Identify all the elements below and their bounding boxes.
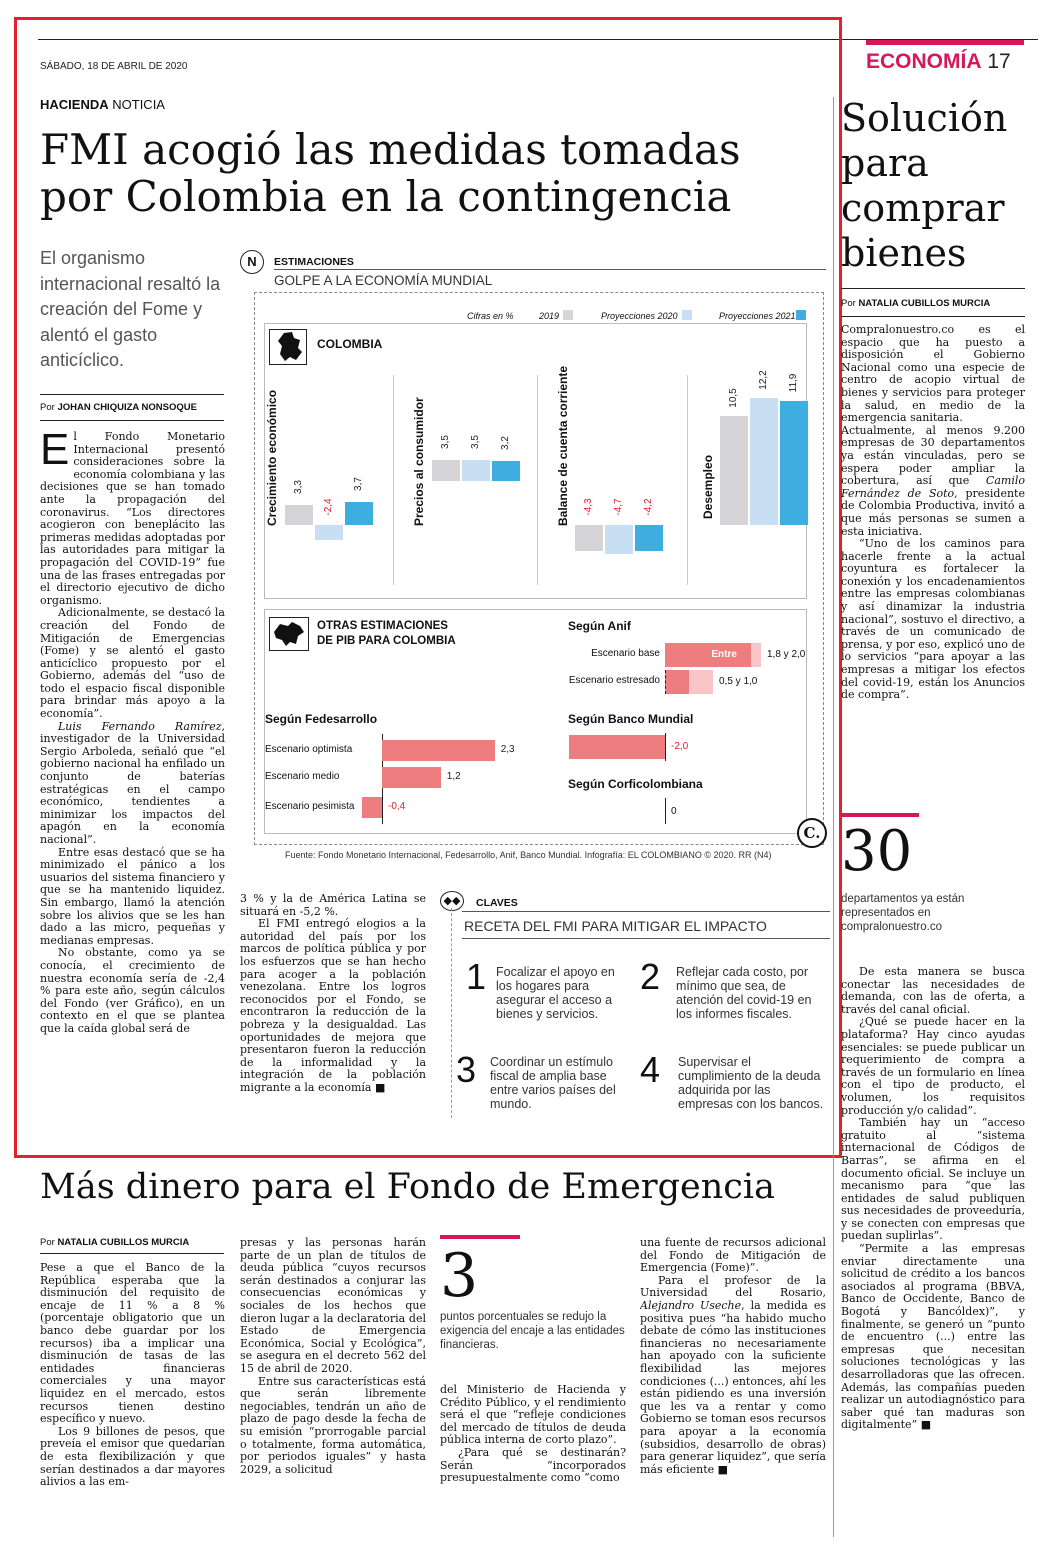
bottom-column-1 — [40, 1262, 225, 1537]
bar-value-label: -2,4 — [323, 498, 334, 516]
bar-value-label: 3,2 — [500, 436, 511, 451]
section-header — [866, 50, 1011, 74]
section-name: ECONOMÍA — [866, 50, 982, 73]
bar-2021 — [492, 461, 520, 481]
panel-divider — [393, 375, 394, 585]
bottom-byline — [40, 1237, 189, 1248]
range-marker — [665, 670, 666, 694]
section-accent-bar — [866, 40, 1024, 45]
quoted-person: Luis Fernando Ramírez — [58, 719, 222, 733]
paragraph: 3 % y la de América Latina se situará en -5,2 %. — [240, 893, 426, 918]
paragraph: del Ministerio de Hacienda y Crédito Público, y el rendimiento será el que “refleje condiciones del mercado de títulos de deuda pública interna de corto plazo”. — [440, 1384, 626, 1447]
quoted-person: Camilo Fernández de Soto — [841, 474, 1025, 500]
bar-2020 — [605, 525, 633, 554]
headline-line-2: por Colombia en la contingencia — [40, 172, 732, 221]
clave-number: 2 — [640, 956, 661, 997]
paragraph — [40, 721, 225, 847]
legend-2020-label: Proyecciones 2020 — [601, 311, 678, 321]
side-byline — [841, 298, 990, 309]
fedesarrollo-bar — [362, 797, 382, 818]
byline-author: NATALIA CUBILLOS MURCIA — [858, 298, 991, 309]
bottom-column-3 — [440, 1384, 626, 1537]
paragraph: “Permite a las empresas enviar directamente una solicitud de crédito a los bancos asociados al programa (BBVA, Banco de Occidente, Banco de Bogotá y Bancóldex)”, y finalmente, se generó un “punto de encuentro (...) entre las empresas que necesitan soluciones tecnológicas y las desarrolladoras que las ofrecen. Además, las compañías pueden realizar un autodiagnóstico para saber qué tan maduras son digitalmente” ■ — [841, 1242, 1025, 1432]
claves-title-rule-bottom — [462, 938, 830, 939]
zero-axis — [665, 733, 666, 761]
side-stat-text: departamentos ya están representados en compralonuestro.co — [841, 893, 965, 933]
kicker-type: NOTICIA — [112, 97, 165, 112]
infographic-icon: N — [240, 250, 264, 274]
side-stat-number: 30 — [841, 819, 913, 884]
paragraph-text: , investigador de la Universidad Sergio Arboleda, señaló que “el gobierno nacional ha enfilado un conjunto de baterías estratégicas en el campo económico, tendientes a minimizar los impactos del apagón en la economía nacional”. — [40, 719, 225, 846]
paragraph: Entre esas destacó que se ha minimizado el pánico a los usuarios del sistema financiero y que se ha mantenido liquidez. Sin embargo, llamó la atención sobre los alivios que se les han dado a las micro, pequeñas y medianas empresas. — [40, 845, 225, 947]
colombia-label: COLOMBIA — [317, 337, 383, 351]
legend-2019-swatch — [563, 310, 573, 320]
clave-text: Coordinar un estímulo fiscal de amplia base entre varios países del mundo. — [490, 1055, 616, 1111]
el-colombiano-logo: C. — [797, 818, 827, 848]
kicker — [40, 97, 165, 112]
claves-title: RECETA DEL FMI PARA MITIGAR EL IMPACTO — [464, 918, 767, 934]
bar-value-label: 0 — [671, 806, 677, 817]
fedesarrollo-bar — [382, 740, 495, 761]
claves-side-rule — [451, 908, 452, 1118]
clave-number: 1 — [466, 956, 487, 997]
main-byline — [40, 402, 197, 413]
bar-value-label: -2,0 — [671, 741, 689, 752]
other-estimates-title — [317, 619, 456, 649]
bar-value-label: 1,8 y 2,0 — [767, 649, 806, 660]
axis-label-prices: Precios al consumidor — [412, 397, 426, 526]
fedesarrollo-title: Según Fedesarrollo — [265, 712, 378, 726]
bar-value-label: -4,7 — [613, 498, 624, 516]
kicker-section: HACIENDA — [40, 97, 109, 112]
byline-rule-bottom — [40, 1253, 224, 1254]
bar-value-label: 3,3 — [293, 479, 304, 494]
byline-rule — [40, 394, 224, 395]
colombia-map-icon — [269, 329, 307, 365]
paragraph: Entre sus características está que serán libremente negociables, tendrán un año de plazo de pago desde la fecha de su emisión “prorrogable parcial o totalmente, forma automática, por periodos iguales” y hasta 2029, a solicitud — [240, 1374, 426, 1476]
other-title-line-2: DE PIB PARA COLOMBIA — [317, 635, 456, 647]
claves-title-rule — [462, 911, 830, 912]
bar-2019 — [720, 416, 748, 525]
paragraph: No obstante, como ya se conocía, el crecimiento de nuestra economía sería de -2,4 % para este año, según cálculos del Fondo (ver Gráfico), en un contexto en el que se plantea que la caída global será de — [40, 946, 225, 1035]
infographic-label: ESTIMACIONES — [274, 256, 354, 268]
issue-date: SÁBADO, 18 DE ABRIL DE 2020 — [40, 61, 188, 72]
scenario-label: Escenario base — [591, 648, 660, 659]
bottom-headline: Más dinero para el Fondo de Emergencia — [40, 1167, 775, 1207]
side-column-rule — [833, 97, 834, 1537]
clave-text: Reflejar cada costo, por mínimo que sea, de atención del covid-19 en los informes fiscales. — [676, 965, 812, 1021]
bar-value-label: 11,9 — [788, 373, 799, 393]
zero-axis — [665, 798, 666, 824]
paragraph: Pese a que el Banco de la República esperaba que la disminución del requisito de encaje de 11 % a 8 % (porcentaje obligatorio que un banco debe guardar por los recursos) iba a implicar una disminución de tasas de las entidades financieras comerciales y una mayor liquidez en el mercado, estos recursos tienen destino específico y nuevo. — [40, 1262, 225, 1426]
page-number: 17 — [987, 50, 1011, 73]
anif-bar-min — [665, 670, 689, 694]
bar-value-label: 2,3 — [500, 744, 515, 755]
byline-prefix: Por — [40, 1237, 55, 1248]
world-map-icon — [269, 617, 309, 651]
main-article-column-1 — [40, 431, 225, 1131]
paragraph — [640, 1275, 826, 1477]
paragraph: ¿Qué se puede hacer en la plataforma? Hay cinco ayudas esenciales: se puede publicar un requerimiento de compra a través de un formulario en línea con el tipo de producto, el volumen, los requisitos producción y/o calidad”. — [841, 1015, 1025, 1117]
side-headline: Solución para comprar bienes — [841, 96, 1008, 275]
byline-prefix: Por — [40, 402, 55, 413]
headline-line-1: FMI acogió las medidas tomadas — [40, 125, 741, 174]
bar-value-label: 12,2 — [758, 370, 769, 390]
panel-divider — [687, 375, 688, 585]
legend-2020-swatch — [682, 310, 692, 320]
main-article-column-2 — [240, 893, 426, 1133]
infographic-title-rule — [274, 269, 826, 270]
clave-number: 3 — [456, 1049, 477, 1090]
bar-2021 — [635, 525, 663, 551]
fedesarrollo-bar — [382, 767, 441, 788]
axis-label-growth: Crecimiento económico — [265, 389, 279, 526]
infographic-title: GOLPE A LA ECONOMÍA MUNDIAL — [274, 273, 493, 288]
byline-rule-bottom — [841, 316, 1025, 317]
side-article-bottom — [841, 966, 1025, 1534]
clave-number: 4 — [640, 1049, 661, 1090]
legend-2019-label: 2019 — [539, 311, 560, 321]
legend-2021-label: Proyecciones 2021 — [719, 311, 796, 321]
paragraph-text: Actualmente, al menos 9.200 empresas de 30 departamentos ya están vinculadas, pero se espera poder ampliar la cobertura, así que — [841, 423, 1025, 488]
bar-2019 — [575, 525, 603, 551]
bar-value-label: -4,3 — [583, 498, 594, 516]
axis-label-unemployment: Desempleo — [701, 454, 715, 519]
bar-value-label: 3,7 — [353, 477, 364, 492]
paragraph: una fuente de recursos adicional del Fondo de Mitigación de Emergencia (Fome)”. — [640, 1237, 826, 1275]
bar-2020 — [315, 525, 343, 540]
clave-text: Supervisar el cumplimiento de la deuda adquirida por las empresas con los bancos. — [678, 1055, 824, 1111]
byline-prefix: Por — [841, 298, 856, 309]
anif-title: Según Anif — [568, 619, 631, 633]
panel-divider — [537, 375, 538, 585]
banco-mundial-bar — [569, 735, 665, 759]
stat-accent-bar — [440, 1235, 520, 1239]
scenario-label: Escenario pesimista — [265, 801, 355, 812]
infographic-box — [254, 292, 824, 845]
bar-2020 — [462, 460, 490, 481]
paragraph: El FMI entregó elogios a la autoridad del país por los marcos de política pública y por los esfuerzos que se han hecho para acoger a la población venezolana. Entre los logros reconocidos por el Fondo, se encontraron la reducción de la pobreza y la desigualdad. Las oportunidades de mejora que presentaron fueron la reducción de la informalidad y la integración de la población migrante a la economía ■ — [240, 917, 426, 1094]
bar-2021 — [780, 401, 808, 525]
anif-bar-min — [665, 643, 751, 667]
corficolombiana-title: Según Corficolombiana — [568, 777, 703, 791]
main-headline — [40, 126, 741, 220]
bar-2019 — [432, 460, 460, 481]
legend-2021-swatch — [796, 310, 806, 320]
legend-units: Cifras en % — [467, 311, 514, 321]
bottom-column-2 — [240, 1237, 426, 1537]
paragraph-text: Para el profesor de la Universidad del Rosario, — [640, 1273, 826, 1300]
paragraph: “Uno de los caminos para hacerle frente a la actual coyuntura es fortalecer la conexión y los encadenamientos entre las empresas colombianas y así dinamizar la industria nacional”, sostuvo el directivo, a través de un comunicado de prensa, y por eso, explicó uno de lo servicios “para apoyar a las empresas a mitigar los efectos del covid-19, están los Anuncios de compra”. — [841, 537, 1025, 702]
bar-2019 — [285, 505, 313, 525]
infographic-source: Fuente: Fondo Monetario Internacional, Fedesarrollo, Anif, Banco Mundial. Infografía: EL COLOMBIANO © 2020. RR (N4) — [285, 850, 772, 860]
claves-label: CLAVES — [476, 897, 518, 909]
anif-bar-range — [751, 643, 761, 667]
bar-value-label: -0,4 — [388, 801, 406, 812]
byline-author: JOHAN CHIQUIZA NONSOQUE — [57, 402, 197, 413]
other-title-line-1: OTRAS ESTIMACIONES — [317, 620, 448, 632]
scenario-label: Escenario medio — [265, 771, 340, 782]
paragraph: De esta manera se busca conectar las necesidades de demanda, con las de oferta, a través del canal oficial. — [841, 966, 1025, 1016]
paragraph — [841, 425, 1025, 538]
paragraph: presas y las personas harán parte de un plan de títulos de deuda pública “cuyos recursos serán destinados a conjurar las consecuencias económicas y sociales de los hechos que dieron lugar a la declaratoria del Estado de Emergencia Económica, Social y Ecológica”, se asegura en el decreto 562 del 15 de abril de 2020. — [240, 1237, 426, 1375]
scenario-label: Escenario optimista — [265, 744, 353, 755]
paragraph: Adicionalmente, se destacó la creación del Fondo de Mitigación de Emergencias (Fome) y se alentó el gasto anticíclico propuesto por el Gobierno, además del “uso de todo el espacio fiscal disponible para brindar más apoyo a la economía”. — [40, 606, 225, 721]
deck: El organismo internacional resaltó la creación del Fome y alentó el gasto anticíclico. — [40, 248, 221, 370]
byline-rule — [841, 288, 1025, 289]
quoted-person: Alejandro Useche — [640, 1298, 742, 1312]
bar-value-label: 3,5 — [440, 434, 451, 449]
scenario-label: Escenario estresado — [568, 675, 660, 686]
anif-bar-range — [689, 670, 713, 694]
axis-label-balance: Balance de cuenta corriente — [556, 365, 570, 526]
paragraph: También hay un “acceso gratuito al “sistema internacional de Códigos de Barras”, se afirma en el documento oficial. Se incluye un mecanismo para “que las entidades de salud publiquen sus necesidades de proveeduría, y se conecten con empresas que puedan suplirlas”. — [841, 1116, 1025, 1243]
paragraph-text: , presidente de Colombia Productiva, invitó a que más personas se sumen a esta iniciativa. — [841, 486, 1025, 538]
paragraph: ¿Para qué se destinarán? Serán “incorporados presupuestalmente como “como — [440, 1445, 626, 1485]
bar-value-label: -4,2 — [643, 498, 654, 516]
byline-author: NATALIA CUBILLOS MURCIA — [57, 1237, 190, 1248]
bar-2021 — [345, 502, 373, 525]
bar-2020 — [750, 398, 778, 525]
drop-cap: E — [40, 431, 70, 474]
bottom-stat-number: 3 — [440, 1241, 479, 1311]
side-article-top — [841, 324, 1025, 790]
bar-value-label: 1,2 — [446, 771, 461, 782]
bottom-column-4 — [640, 1237, 826, 1537]
paragraph: Compralonuestro.co es el espacio que ha puesto a disposición el Gobierno Nacional como una especie de centro de acopio virtual de bienes y servicios para proteger la salud, en medio de la emergencia sanitaria. — [841, 324, 1025, 425]
bottom-stat-text: puntos porcentuales se redujo la exigencia del encaje a las entidades financieras. — [440, 1311, 625, 1351]
paragraph: l Fondo Monetario Internacional presentó consideraciones sobre la economía colombiana y las decisiones que se han tomado ante la propagación del coronavirus. “Los directores acogieron con beneplácito las primeras medidas adoptadas por las autoridades para mitigar la propagación del COVID-19” fue una de las frases entregadas por el directorio ejecutivo de dicho organismo. — [40, 431, 225, 607]
stat-accent-bar — [841, 813, 919, 817]
paragraph: Los 9 billones de pesos, que preveía el emisor que quedarían de esta flexibilización y que serían destinados a dar mayores alivios a las em- — [40, 1424, 225, 1489]
byline-rule-bottom — [40, 420, 224, 421]
clave-text: Focalizar el apoyo en los hogares para asegurar el acceso a bienes y servicios. — [496, 965, 615, 1021]
bar-value-label: 10,5 — [728, 388, 739, 408]
bar-value-label: 3,5 — [470, 434, 481, 449]
paragraph-text: , la medida es positiva pues “ha habido mucho debate de cómo las instituciones financieras no necesariamente han apoyado con la suficiente flexibilidad las mejores condiciones (...) entonces, ahí les están pidiendo es una inversión que les va a rentar y como Gobierno se toman esos recursos para apoyar a la economía (subsidios, desarrollo de obras) para generar liquidez”, que sería más eficiente ■ — [640, 1298, 826, 1476]
bar-value-label: 0,5 y 1,0 — [719, 676, 758, 687]
banco-mundial-title: Según Banco Mundial — [568, 712, 694, 726]
claves-icon: ◆◆ — [440, 891, 464, 911]
range-word: Entre — [711, 649, 737, 660]
